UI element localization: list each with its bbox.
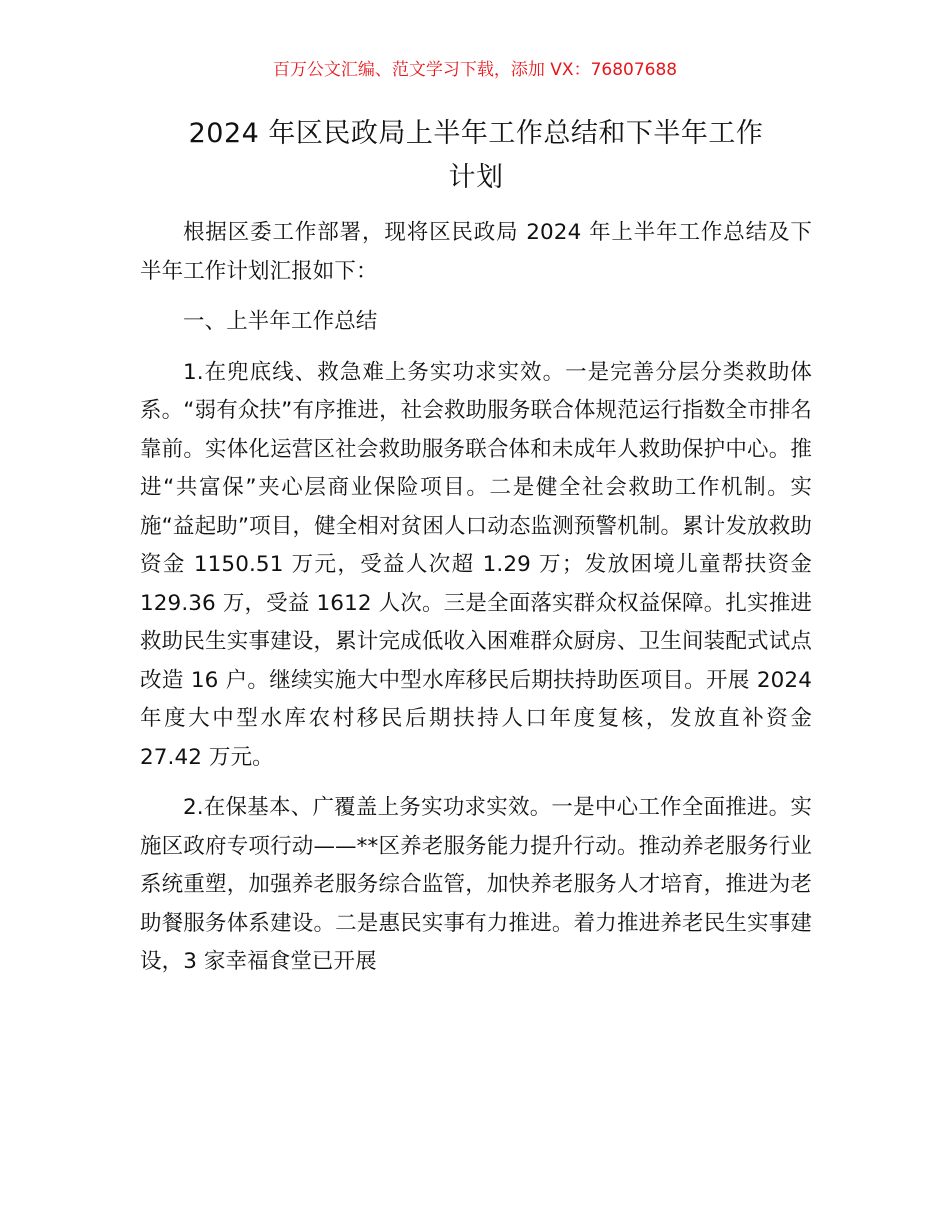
- body-paragraph: 1.在兜底线、救急难上务实功求实效。一是完善分层分类救助体系。“弱有众扶”有序推进，社会救助服务联合体规范运行指数全市排名靠前。实体化运营区社会救助服务联合体和未成年人救助保护中心。推进“共富保”夹心层商业保险项目。二是健全社会救助工作机制。实施“益起助”项目，健全相对贫困人口动态监测预警机制。累计发放救助资金 1150.51 万元，受益人次超 1.29 万；发放困境儿童帮扶资金 129.36 万，受益 1612 人次。三是全面落实群众权益保障。扎实推进救助民生实事建设，累计完成低收入困难群众厨房、卫生间装配式试点改造 16 户。继续实施大中型水库移民后期扶持助医项目。开展 2024 年度大中型水库农村移民后期扶持人口年度复核，发放直补资金 27.42 万元。: [140, 359, 812, 770]
- document-body: [140, 214, 812, 982]
- header-watermark-note: 百万公文汇编、范文学习下载，添加 VX：76807688: [272, 60, 678, 80]
- body-paragraph: 2.在保基本、广覆盖上务实功求实效。一是中心工作全面推进。实施区政府专项行动——**区养老服务能力提升行动。推动养老服务行业系统重塑，加强养老服务综合监管，加快养老服务人才培育，推进为老助餐服务体系建设。二是惠民实事有力推进。着力推进养老民生实事建设，3 家幸福食堂已开展: [140, 795, 812, 974]
- document-page: [140, 112, 812, 982]
- section-heading: 一、上半年工作总结: [183, 309, 378, 334]
- title-line-2: 计划: [448, 162, 504, 193]
- document-title: [140, 112, 812, 200]
- title-line-1: 2024 年区民政局上半年工作总结和下半年工作: [188, 118, 764, 149]
- intro-paragraph: 根据区委工作部署，现将区民政局 2024 年上半年工作总结及下半年工作计划汇报如下：: [140, 220, 812, 284]
